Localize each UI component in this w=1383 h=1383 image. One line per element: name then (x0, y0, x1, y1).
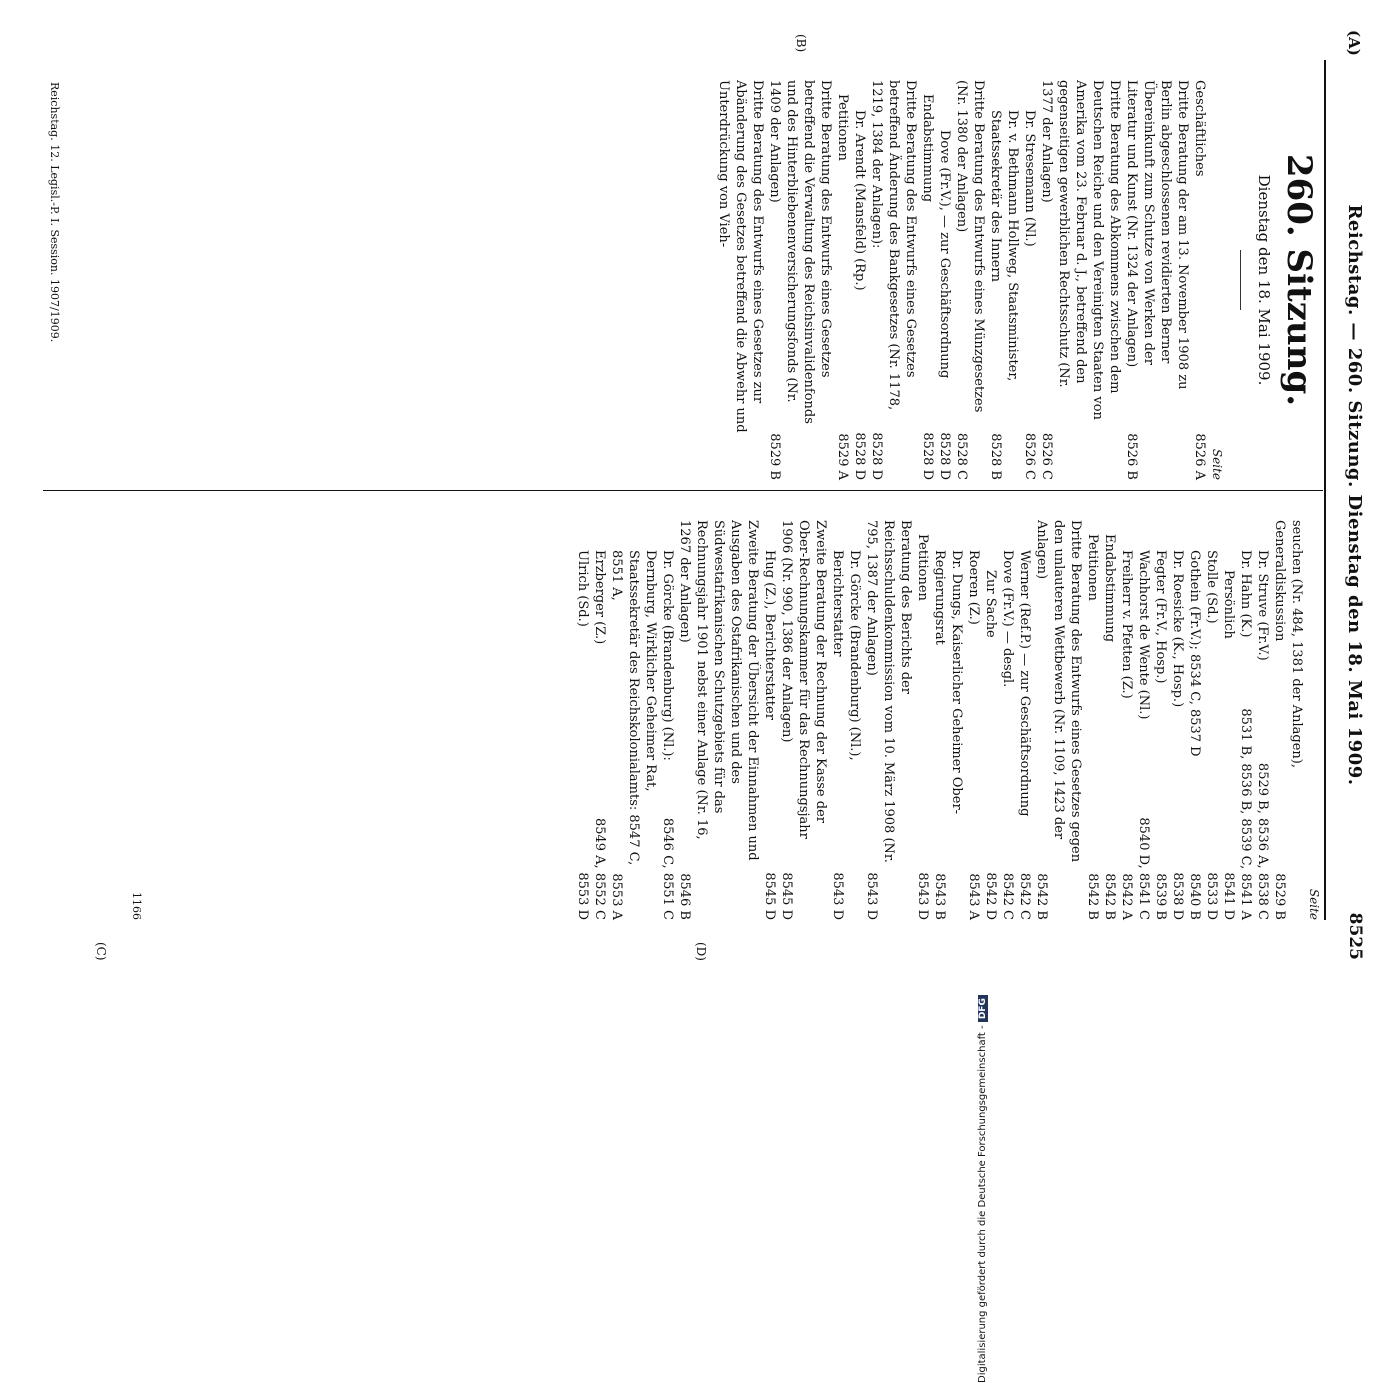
toc-entry: Dr. Stresemann (Nl.) 8526 C (1022, 110, 1037, 480)
toc-entry: Beratung des Berichts der Reichsschuldenkommission vom 10. März 1908 (Nr. 795, 1387 der Anlagen) 8543 D (864, 520, 913, 920)
toc-entry: Persönlich 8541 D (1221, 570, 1236, 920)
toc-entry: Ulrich (Sd.) 8553 D (575, 550, 590, 920)
toc-entry: Dove (Fr.V.), — zur Geschäftsordnung 8528 D (937, 130, 952, 480)
toc-entry: Dr. v. Bethmann Hollweg, Staatsminister, Staatssekretär des Innern 8528 B (988, 110, 1020, 480)
toc-entry: seuchen (Nr. 484, 1381 der Anlagen), Generaldiskussion 8529 B (1272, 520, 1304, 920)
toc-entry: Hug (Z.), Berichterstatter 8545 D (762, 550, 777, 920)
toc-entry: Freiherr v. Pfetten (Z.) 8542 A (1119, 550, 1134, 920)
toc-entry: Endabstimmung 8528 D (920, 94, 935, 480)
toc-entry: Dr. Dungs, Kaiserlicher Geheimer Ober-Regierungsrat 8543 B (932, 550, 964, 920)
toc-entry: Dove (Fr.V.) — desgl. 8542 C (1000, 550, 1015, 920)
page-header (1333, 30, 1373, 960)
toc-entry: Gothein (Fr.V.); 8534 C, 8537 D 8540 B (1187, 550, 1202, 920)
toc-entry: Dritte Beratung des Entwurfs eines Gesetzes betreffend die Verwaltung des Reichsinvalidenfonds und des Hinterbliebenenversicherungsfonds (Nr. 1409 der Anlagen) 8529 B (767, 80, 833, 480)
title-rule (1240, 250, 1241, 310)
toc-entry: Dritte Beratung des Entwurfs eines Münzgesetzes (Nr. 1380 der Anlagen) 8528 C (954, 80, 986, 480)
toc-entry: Petitionen 8542 B (1085, 534, 1100, 920)
toc-entry: Dritte Beratung des Entwurfs eines Gesetzes betreffend Änderung des Bankgesetzes (Nr. 1178, 1219, 1384 der Anlagen): 8528 D (869, 80, 918, 480)
margin-marker-d: (D) (694, 942, 708, 961)
toc-entry: Dernburg, Wirklicher Geheimer Rat, Staatssekretär des Reichskolonialamts: 8547 C, 8551 A, 8553 A (609, 550, 658, 920)
toc-entry: Wachhorst de Wente (Nl.) 8540 D, 8541 C (1136, 550, 1151, 920)
toc-entry: Endabstimmung 8542 B (1102, 534, 1117, 920)
toc-entry: Erzberger (Z.) 8549 A, 8552 C (592, 550, 607, 920)
toc-entry: Dritte Beratung des Entwurfs eines Gesetzes gegen den unlauteren Wettbewerb (Nr. 1109, 1423 der Anlagen) 8542 B (1034, 520, 1083, 920)
toc-entry: Dritte Beratung des Entwurfs eines Gesetzes zur Abänderung des Gesetzes betreffend die Abwehr und Unterdrückung von Vieh- (716, 80, 765, 433)
session-date: Dienstag den 18. Mai 1909. (1255, 174, 1273, 386)
footer-note: Reichstag. 12. Legisl.-P. I. Session. 1907/1909. (48, 82, 61, 343)
toc-entry: Dritte Beratung des Abkommens zwischen dem Deutschen Reiche und den Vereinigten Staaten von Amerika vom 23. Februar d. J., betreffend den gegenseitigen gewerblichen Rechtsschutz (Nr. 1377 der Anlagen) 8526 C (1039, 80, 1122, 480)
toc-entry: Dr. Arendt (Mansfeld) (Rp.) 8528 D (852, 110, 867, 480)
column-divider (43, 490, 1323, 491)
margin-marker-a: (A) (1345, 30, 1363, 56)
toc-entry: Zweite Beratung der Rechnung der Kasse der Ober-Rechnungskammer für das Rechnungsjahr 1906 (Nr. 990, 1386 der Anlagen) 8545 D (779, 520, 828, 920)
toc-entry: Dr. Görcke (Brandenburg) (Nl.), Berichterstatter 8543 D (830, 550, 862, 920)
seite-label-right: Seite (1307, 888, 1321, 920)
seite-label: Seite (1210, 448, 1224, 480)
toc-entry: Roeren (Z.) 8543 A (966, 550, 981, 920)
digitization-note (977, 0, 988, 1383)
toc-entry: Werner (Ref.P.) — zur Geschäftsordnung 8542 C (1017, 550, 1032, 920)
right-column (574, 520, 1321, 920)
header-rule (1324, 60, 1326, 920)
toc-entry: Petitionen 8543 D (915, 534, 930, 920)
toc-entry: Petitionen 8529 A (835, 94, 850, 480)
running-title: Reichstag. — 260. Sitzung. Dienstag den 18. Mai 1909. (1344, 204, 1365, 786)
toc-entry: Dr. Görcke (Brandenburg) (Nl.): 8546 C, 8551 C (660, 550, 675, 920)
margin-marker-c: (C) (94, 942, 108, 961)
toc-entry: Geschäftliches 8526 A (1192, 80, 1207, 480)
digitization-text: Digitalisierung gefördert durch die Deutsche Forschungsgemeinschaft - (977, 1025, 988, 1383)
toc-entry: Dritte Beratung der am 13. November 1908 zu Berlin abgeschlossenen revidierten Berner Übereinkunft zum Schutze von Werken der Literatur und Kunst (Nr. 1324 der Anlagen) 8526 B (1124, 80, 1190, 480)
left-column (715, 80, 1321, 480)
toc-entry: Dr. Roesicke (K., Hosp.) 8538 D (1170, 550, 1185, 920)
page-number: 8525 (1345, 912, 1365, 960)
toc-entry: Dr. Struve (Fr.V.) 8529 B, 8536 A, 8538 C (1255, 550, 1270, 920)
session-number: 260. Sitzung. (1279, 153, 1319, 407)
margin-marker-b: (B) (794, 34, 808, 53)
toc-entry: Stolle (Sd.) 8533 D (1204, 550, 1219, 920)
toc-entry: Zur Sache 8542 D (983, 570, 998, 920)
dfg-logo: DFG (978, 995, 988, 1022)
toc-entry: Dr. Hahn (K.) 8531 B, 8536 B, 8539 C, 8541 A (1238, 550, 1253, 920)
toc-entry: Zweite Beratung der Übersicht der Einnahmen und Ausgaben des Ostafrikanischen und des Südwestafrikanischen Schutzgebiets für das Rechnungsjahr 1901 nebst einer Anlage (Nr. 16, 1267 der Anlagen) 8546 B (677, 520, 760, 920)
toc-entry: Fegter (Fr.V., Hosp.) 8539 B (1153, 550, 1168, 920)
column-page-number: 1166 (130, 892, 143, 920)
